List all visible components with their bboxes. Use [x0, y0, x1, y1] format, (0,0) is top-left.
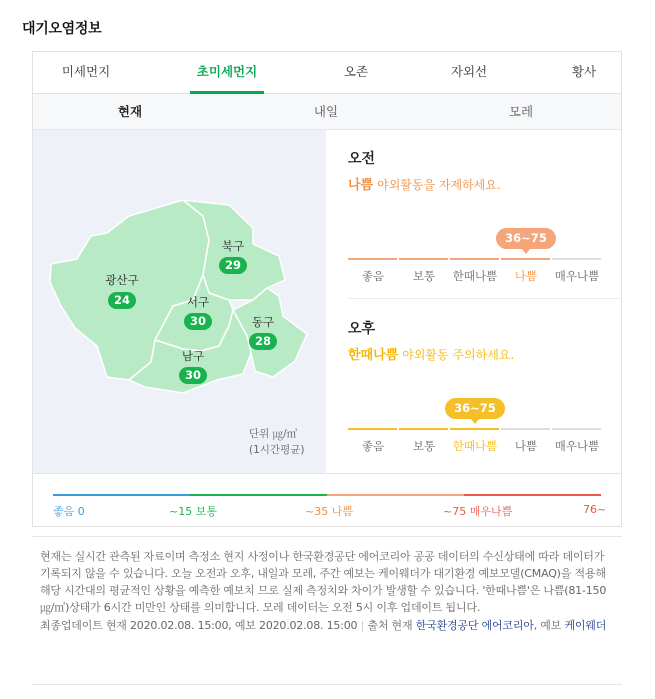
- scale-seg-bad: [501, 428, 550, 430]
- legend-label-very-bad: ~75 매우나쁨: [443, 505, 513, 518]
- tab-uv[interactable]: 자외선: [450, 64, 488, 79]
- air-quality-card: [32, 51, 622, 527]
- district-value-buk: 29: [219, 257, 247, 274]
- scale-seg-good: [348, 258, 397, 260]
- legend-label-normal: ~15 보통: [169, 505, 217, 518]
- scale-label-very-bad: 매우나쁨: [554, 269, 600, 283]
- district-name-seo: 서구: [186, 295, 210, 309]
- scale-seg-temporary-bad: [450, 428, 499, 430]
- forecast-divider: [348, 298, 621, 299]
- notes-updated: 최종업데이트 현재 2020.02.08. 15:00, 예보 2020.02.08. 15:00 | 출처 현재 한국환경공단 에어코리아, 예보 케이웨더: [40, 619, 607, 632]
- scale-seg-bad: [501, 258, 550, 260]
- forecast-afternoon-status: [348, 344, 603, 363]
- scale-seg-very-bad: [552, 428, 601, 430]
- forecast-morning: [348, 148, 603, 288]
- source-link-kweather[interactable]: 케이웨더: [564, 619, 607, 632]
- district-value-nam: 30: [179, 367, 207, 384]
- forecast-morning-desc: 야외활동을 자제하세요.: [377, 178, 501, 192]
- forecast-afternoon-range: 36~75: [445, 398, 505, 419]
- district-name-gwangsan: 광산구: [105, 273, 139, 287]
- legend-bar-bad: [327, 494, 464, 496]
- legend-label-max: 76~: [583, 503, 607, 516]
- scale-seg-good: [348, 428, 397, 430]
- scale-label-temporary-bad: 한때나쁨: [452, 269, 498, 283]
- legend-label-good: 좋음 0: [53, 505, 85, 518]
- scale-label-bad: 나쁨: [514, 269, 538, 283]
- tab-fine-dust[interactable]: 미세먼지: [61, 64, 111, 79]
- legend-bar-normal: [190, 494, 327, 496]
- scale-label-good: 좋음: [361, 269, 385, 283]
- forecast-morning-status: [348, 174, 603, 193]
- legend-label-bad: ~35 나쁨: [305, 505, 353, 518]
- scale-label-temporary-bad: 한때나쁨: [452, 439, 498, 453]
- bottom-divider: [32, 684, 622, 685]
- scale-seg-normal: [399, 258, 448, 260]
- forecast-morning-range: 36~75: [496, 228, 556, 249]
- subtab-tomorrow[interactable]: 내일: [313, 104, 339, 119]
- forecast-afternoon-desc: 야외활동 주의하세요.: [402, 348, 515, 362]
- forecast-afternoon-label: 오후: [348, 321, 376, 337]
- district-name-buk: 북구: [221, 239, 245, 253]
- subtab-now[interactable]: 현재: [117, 104, 143, 119]
- district-value-gwangsan: 24: [108, 292, 136, 309]
- tab-yellow-dust[interactable]: 황사: [571, 64, 597, 79]
- district-map: [33, 130, 326, 473]
- grade-legend: [33, 473, 621, 527]
- scale-label-good: 좋음: [361, 439, 385, 453]
- scale-seg-temporary-bad: [450, 258, 499, 260]
- district-value-dong: 28: [249, 333, 277, 350]
- scale-label-normal: 보통: [412, 269, 436, 283]
- notes: [40, 548, 610, 634]
- page-title: 대기오염정보: [22, 21, 102, 37]
- forecast-morning-grade: 나쁨: [348, 178, 374, 193]
- forecast-morning-label: 오전: [348, 151, 376, 167]
- scale-seg-very-bad: [552, 258, 601, 260]
- forecast-afternoon-grade: 한때나쁨: [348, 348, 399, 363]
- pollutant-tabs: [33, 52, 621, 94]
- district-name-nam: 남구: [181, 349, 205, 363]
- unit-label: 단위 ㎍/㎥ (1시간평균): [249, 428, 305, 456]
- district-value-seo: 30: [184, 313, 212, 330]
- scale-label-normal: 보통: [412, 439, 436, 453]
- legend-bar-very-bad: [464, 494, 601, 496]
- tab-ozone[interactable]: 오존: [343, 64, 369, 79]
- subtab-day-after[interactable]: 모레: [508, 104, 534, 119]
- source-link-airkorea[interactable]: 한국환경공단 에어코리아: [415, 619, 534, 632]
- legend-bar-good: [53, 494, 190, 496]
- scale-seg-normal: [399, 428, 448, 430]
- forecast-afternoon: [348, 318, 603, 458]
- forecast-morning-scale: [348, 258, 603, 288]
- forecast-afternoon-scale: [348, 428, 603, 458]
- district-name-dong: 동구: [251, 315, 275, 329]
- scale-label-very-bad: 매우나쁨: [554, 439, 600, 453]
- time-subtabs: [33, 94, 621, 130]
- scale-label-bad: 나쁨: [514, 439, 538, 453]
- notes-body: 현재는 실시간 관측된 자료이며 측정소 현지 사정이나 한국환경공단 에어코리아 공공 데이터의 수신상태에 따라 데이터가 기록되지 않을 수 있습니다. 오늘 오전과 오후, 내일과 모레, 주간 예보는 케이웨더가 대기환경 예보모델(CMAQ)을 적용해 해당 시간대의 평균적인 상황을 예측한 예보치 므로 실제 측정치와 차이가 발생할 수 있습니다. '한때나쁨'은 나쁨(81-150㎍/㎥)상태가 6시간 미만인 상태를 의미합니다. 모레 데이터는 오전 5시 이후 업데이트 됩니다.: [40, 550, 607, 614]
- tab-ultrafine-dust[interactable]: 초미세먼지: [190, 52, 264, 94]
